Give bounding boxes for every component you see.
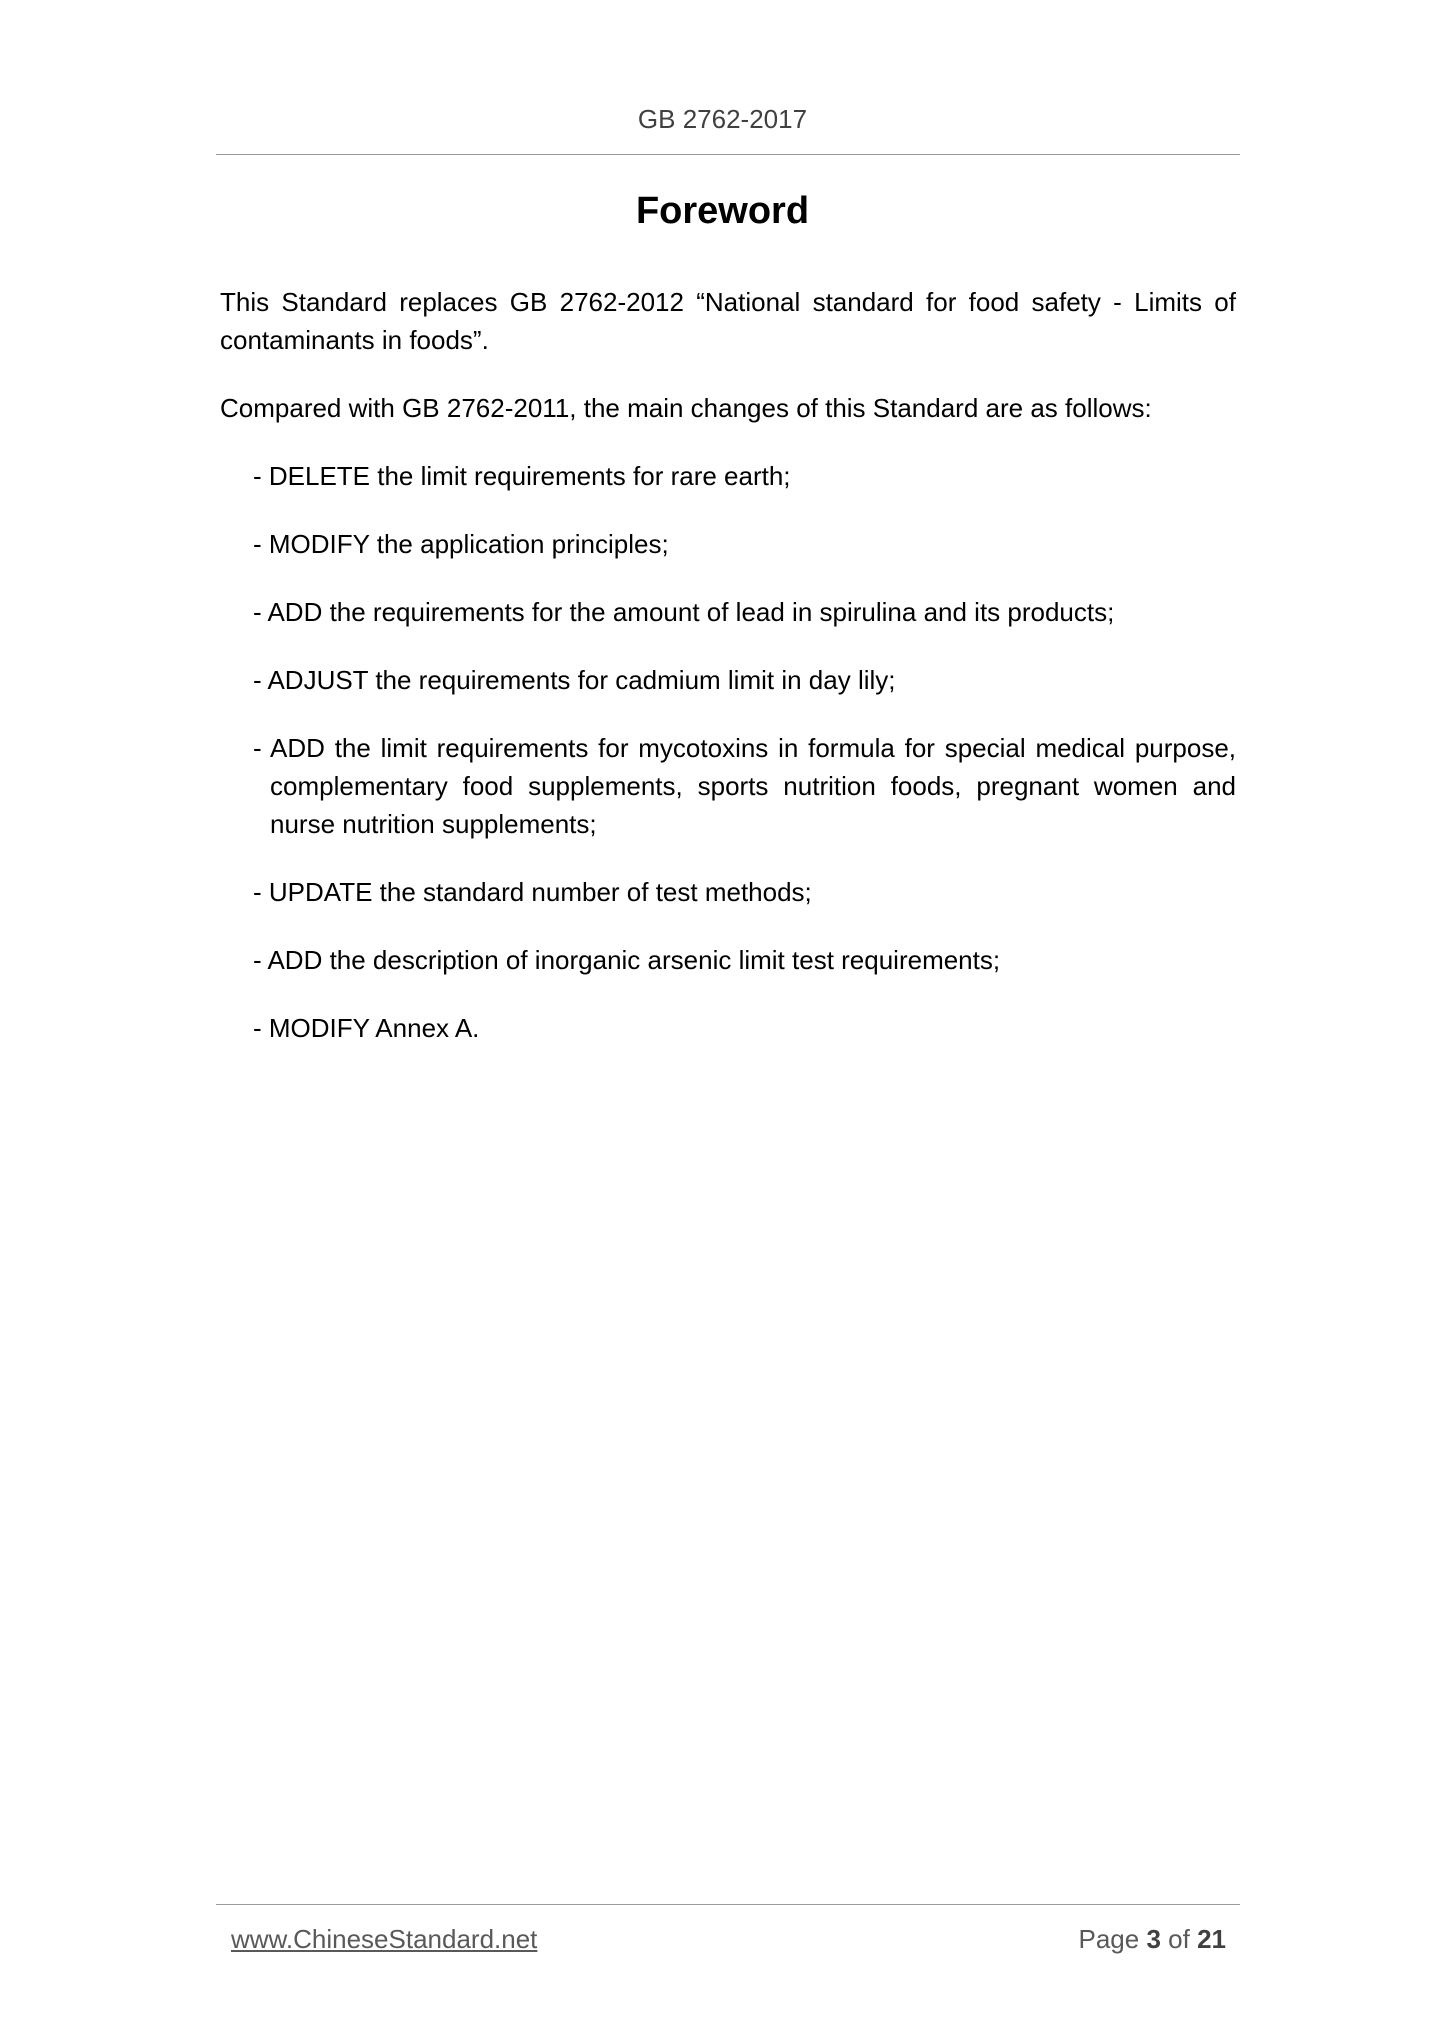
page-indicator [1078,1924,1226,1955]
changes-intro-paragraph: Compared with GB 2762-2011, the main changes of this Standard are as follows: [220,393,1152,423]
footer-divider [216,1904,1240,1905]
website-link[interactable]: www.ChineseStandard.net [231,1924,538,1954]
list-item: - ADD the requirements for the amount of lead in spirulina and its products; [253,597,1115,627]
list-item: - DELETE the limit requirements for rare earth; [253,461,791,491]
page-label: Page [1078,1924,1140,1954]
list-item: - ADD the description of inorganic arsenic limit test requirements; [253,945,1001,975]
total-page-count: 21 [1197,1924,1226,1954]
page-title: Foreword [635,190,810,232]
list-item: - UPDATE the standard number of test methods; [253,877,812,907]
changes-list [220,457,1236,1047]
header-divider [216,154,1240,155]
list-item: - ADD the limit requirements for mycotoxins in formula for special medical purpose, complementary food supplements, sports nutrition foods, pregnant women and nurse nutrition supplements; [253,733,1236,839]
current-page-number: 3 [1146,1924,1161,1954]
list-item: - MODIFY the application principles; [253,529,669,559]
list-item: - MODIFY Annex A. [253,1013,480,1043]
foreword-body [220,283,1236,1077]
page-of-label: of [1168,1924,1190,1954]
document-code-header: GB 2762-2017 [637,104,808,134]
list-item: - ADJUST the requirements for cadmium limit in day lily; [253,665,896,695]
intro-paragraph: This Standard replaces GB 2762-2012 “National standard for food safety - Limits of contaminants in foods”. [220,287,1236,355]
